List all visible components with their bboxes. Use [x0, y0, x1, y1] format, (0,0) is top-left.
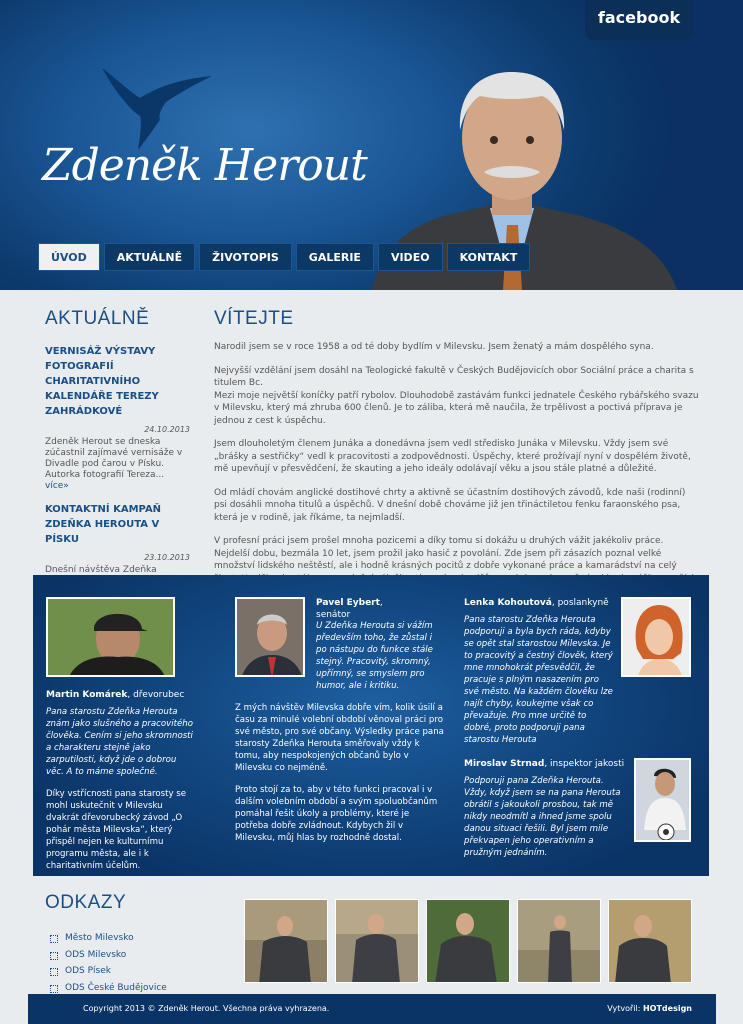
link-ods-ceske-budejovice[interactable]: ODS České Budějovice: [45, 980, 225, 997]
paragraph: Narodil jsem se v roce 1958 a od té doby bydlím v Milevsku. Jsem ženatý a mám dospělého syna.: [214, 342, 654, 352]
testimonial-text: Proto stojí za to, aby v této funkci pracoval i v dalším volebním období a svým spoluobčanům pomáhal řešit úkoly a problémy, které je potřeba dobře zvládnout. Kdybych žil v Milevsku, můj hlas by rozhodně dostal.: [235, 785, 438, 843]
news-title[interactable]: VERNISÁŽ VÝSTAVY FOTOGRAFIÍ CHARITATIVNÍHO KALENDÁŘE TEREZY ZAHRÁDKOVÉ: [45, 346, 159, 417]
martin-photo: [46, 597, 175, 677]
testimonial-text: Díky vstřícnosti pana starosty se mohl uskutečnit v Milevsku dvakrát dřevorubecký závod „O pohár města Milevska“, který přispěl nejen ke kulturnímu programu města, ale i k charitativním účelům.: [46, 789, 187, 871]
links-list: [45, 930, 225, 996]
welcome-section: [214, 308, 699, 585]
testimonial-author: Lenka Kohoutová, poslankyně: [464, 598, 609, 608]
paragraph: Od mládí chovám anglické dostihové chrty a aktivně se účastním dostihových závodů, kde naši (rodinní) psi dosáhli mnoha titulů a úspěchů. V dnešní době chováme již jen třináctiletou fenku faraonského psa, která je v rodině, jak říkáme, ta nejmladší.: [214, 487, 686, 523]
testimonial-quote: Podporuji pana Zdeňka Herouta. Vždy, když jsem se na pana Herouta obrátil s jakoukoli prosbou, tak mě nikdy neodmítl a ihned jsme spolu danou situaci řešili. Byl jsem mile překvapen jeho operativním a pružným jednáním.: [464, 776, 621, 858]
nav-kontakt[interactable]: KONTAKT: [447, 243, 531, 271]
gallery-thumb[interactable]: [335, 899, 419, 983]
links-heading: ODKAZY: [45, 892, 127, 913]
nav-galerie[interactable]: GALERIE: [296, 243, 374, 271]
link-ods-milevsko[interactable]: ODS Milevsko: [45, 947, 225, 964]
news-heading: AKTUÁLNĚ: [45, 308, 150, 329]
welcome-heading: VÍTEJTE: [214, 308, 294, 329]
main-nav: [38, 243, 530, 271]
news-sidebar: [45, 308, 190, 609]
nav-uvod[interactable]: ÚVOD: [38, 243, 100, 271]
credit: Vytvořil: HOTdesign: [607, 1004, 692, 1013]
testimonial-author: Miroslav Strnad, inspektor jakosti: [464, 759, 625, 769]
nav-video[interactable]: VIDEO: [378, 243, 443, 271]
copyright-text: Copyright 2013 © Zdeněk Herout. Všechna práva vyhrazena.: [83, 1004, 330, 1013]
lenka-photo: [621, 597, 691, 677]
testimonials-panel: [33, 575, 709, 876]
paragraph: V profesní práci jsem prošel mnoha pozicemi a díky tomu si dokážu u druhých vážit jakékoliv práce. Nejdelší dobu, bezmála 10 let, jsem prožil jako hasič z povolání. Zde jsem při zásazích poznal velké množství lidského neštěstí, ale i hodně krásných pocitů z dobře vykonané práce a kamarádství na celý: [214, 536, 677, 571]
more-link[interactable]: více»: [45, 481, 69, 491]
testimonial-text: Z mých návštěv Milevska dobře vím, kolik úsilí a času za minulé volební období věnoval práci pro své město, pro své občany. Výsledky práce pana starosty Zdeňka Herouta směřovaly vždy k tomu, aby nespokojených občanů bylo v Milevsku co nejméně.: [235, 703, 444, 773]
header: [0, 0, 743, 290]
paragraph: Nejvyšší vzdělání jsem dosáhl na Teologické fakultě v Českých Budějovicích obor Sociální práce a charita s titulem Bc.: [214, 365, 694, 388]
news-date: 24.10.2013: [144, 425, 190, 434]
credit-link[interactable]: HOTdesign: [642, 1004, 692, 1013]
news-date: 23.10.2013: [144, 553, 190, 562]
footer: [28, 994, 716, 1024]
nav-aktualne[interactable]: AKTUÁLNĚ: [104, 243, 195, 271]
testimonial-quote: Pana starostu Zdeňka Herouta znám jako slušného a pracovitého člověka. Cením si jeho skromnosti a charakteru stejně jako zarputilosti, když jde o dobrou věc. A to máme společné.: [46, 707, 193, 777]
gallery-thumb[interactable]: [517, 899, 601, 983]
link-mesto-milevsko[interactable]: Město Milevsko: [45, 930, 225, 947]
facebook-link[interactable]: facebook: [585, 0, 693, 40]
news-title[interactable]: KONTAKTNÍ KAMPAŇ ZDEŇKA HEROUTA V PÍSKU: [45, 504, 162, 545]
miroslav-photo: [634, 758, 691, 842]
gallery-thumb[interactable]: [426, 899, 510, 983]
site-title[interactable]: Zdeněk Herout: [42, 140, 367, 191]
testimonial-quote: U Zdeňka Herouta si vážím především toho, že zůstal i po nástupu do funkce stále stejný. Pracovitý, skromný, upřímný, se smyslem pro humor, ale i kritiku.: [316, 621, 433, 691]
paragraph: Mezi moje největší koníčky patří rybolov. Dlouhodobě zastávám funkci jednatele Českého rybářského svazu v Milevsku, který má zhruba 600 členů. Je to záliba, která mě naučila, že trpělivost a poctivá příprava je jednou z cest k úspěchu.: [214, 390, 699, 426]
testimonial-author: Martin Komárek, dřevorubec: [46, 690, 185, 700]
bird-logo-icon: [100, 62, 215, 152]
link-ods-pisek[interactable]: ODS Písek: [45, 963, 225, 980]
links-section: [45, 892, 225, 996]
paragraph: Jsem dlouholetým členem Junáka a donedávna jsem vedl středisko Junáka v Milevsku. Vždy jsem své „brášky a sestřičky“ vedl k pracovitosti a zodpovědnosti. Úspěchy, které prožívají nyní v dospělém životě, mě upevňují v přesvědčení, že skauting a jeho ideály odolávají věku a jsou stále platné a důležité.: [214, 439, 691, 474]
news-excerpt: Dnešní návštěva Zdeňka: [45, 565, 190, 609]
testimonial-author: Pavel Eybert, senátor: [316, 598, 383, 620]
testimonial-quote: Pana starostu Zdeňka Herouta podporuji a byla bych ráda, kdyby se opět stal starostou Milevska. Je to pracovitý a čestný člověk, který mne mnohokrát přesvědčil, že pracuje s plným nasazením pro své město. Na každém člověku lze najít chyby, koukejme však co převažuje. Pro mne určitě to dobré, proto podporuji pana starostu Herouta: [464, 615, 613, 745]
nav-zivotopis[interactable]: ŽIVOTOPIS: [199, 243, 292, 271]
news-excerpt: Zdeněk Herout se dneska zúčastnil zajímavé vernisáže v Divadle pod čarou v Písku. Autorka fotografií Tereza... více»: [45, 437, 183, 491]
gallery-thumb[interactable]: [244, 899, 328, 983]
gallery-thumb[interactable]: [608, 899, 692, 983]
